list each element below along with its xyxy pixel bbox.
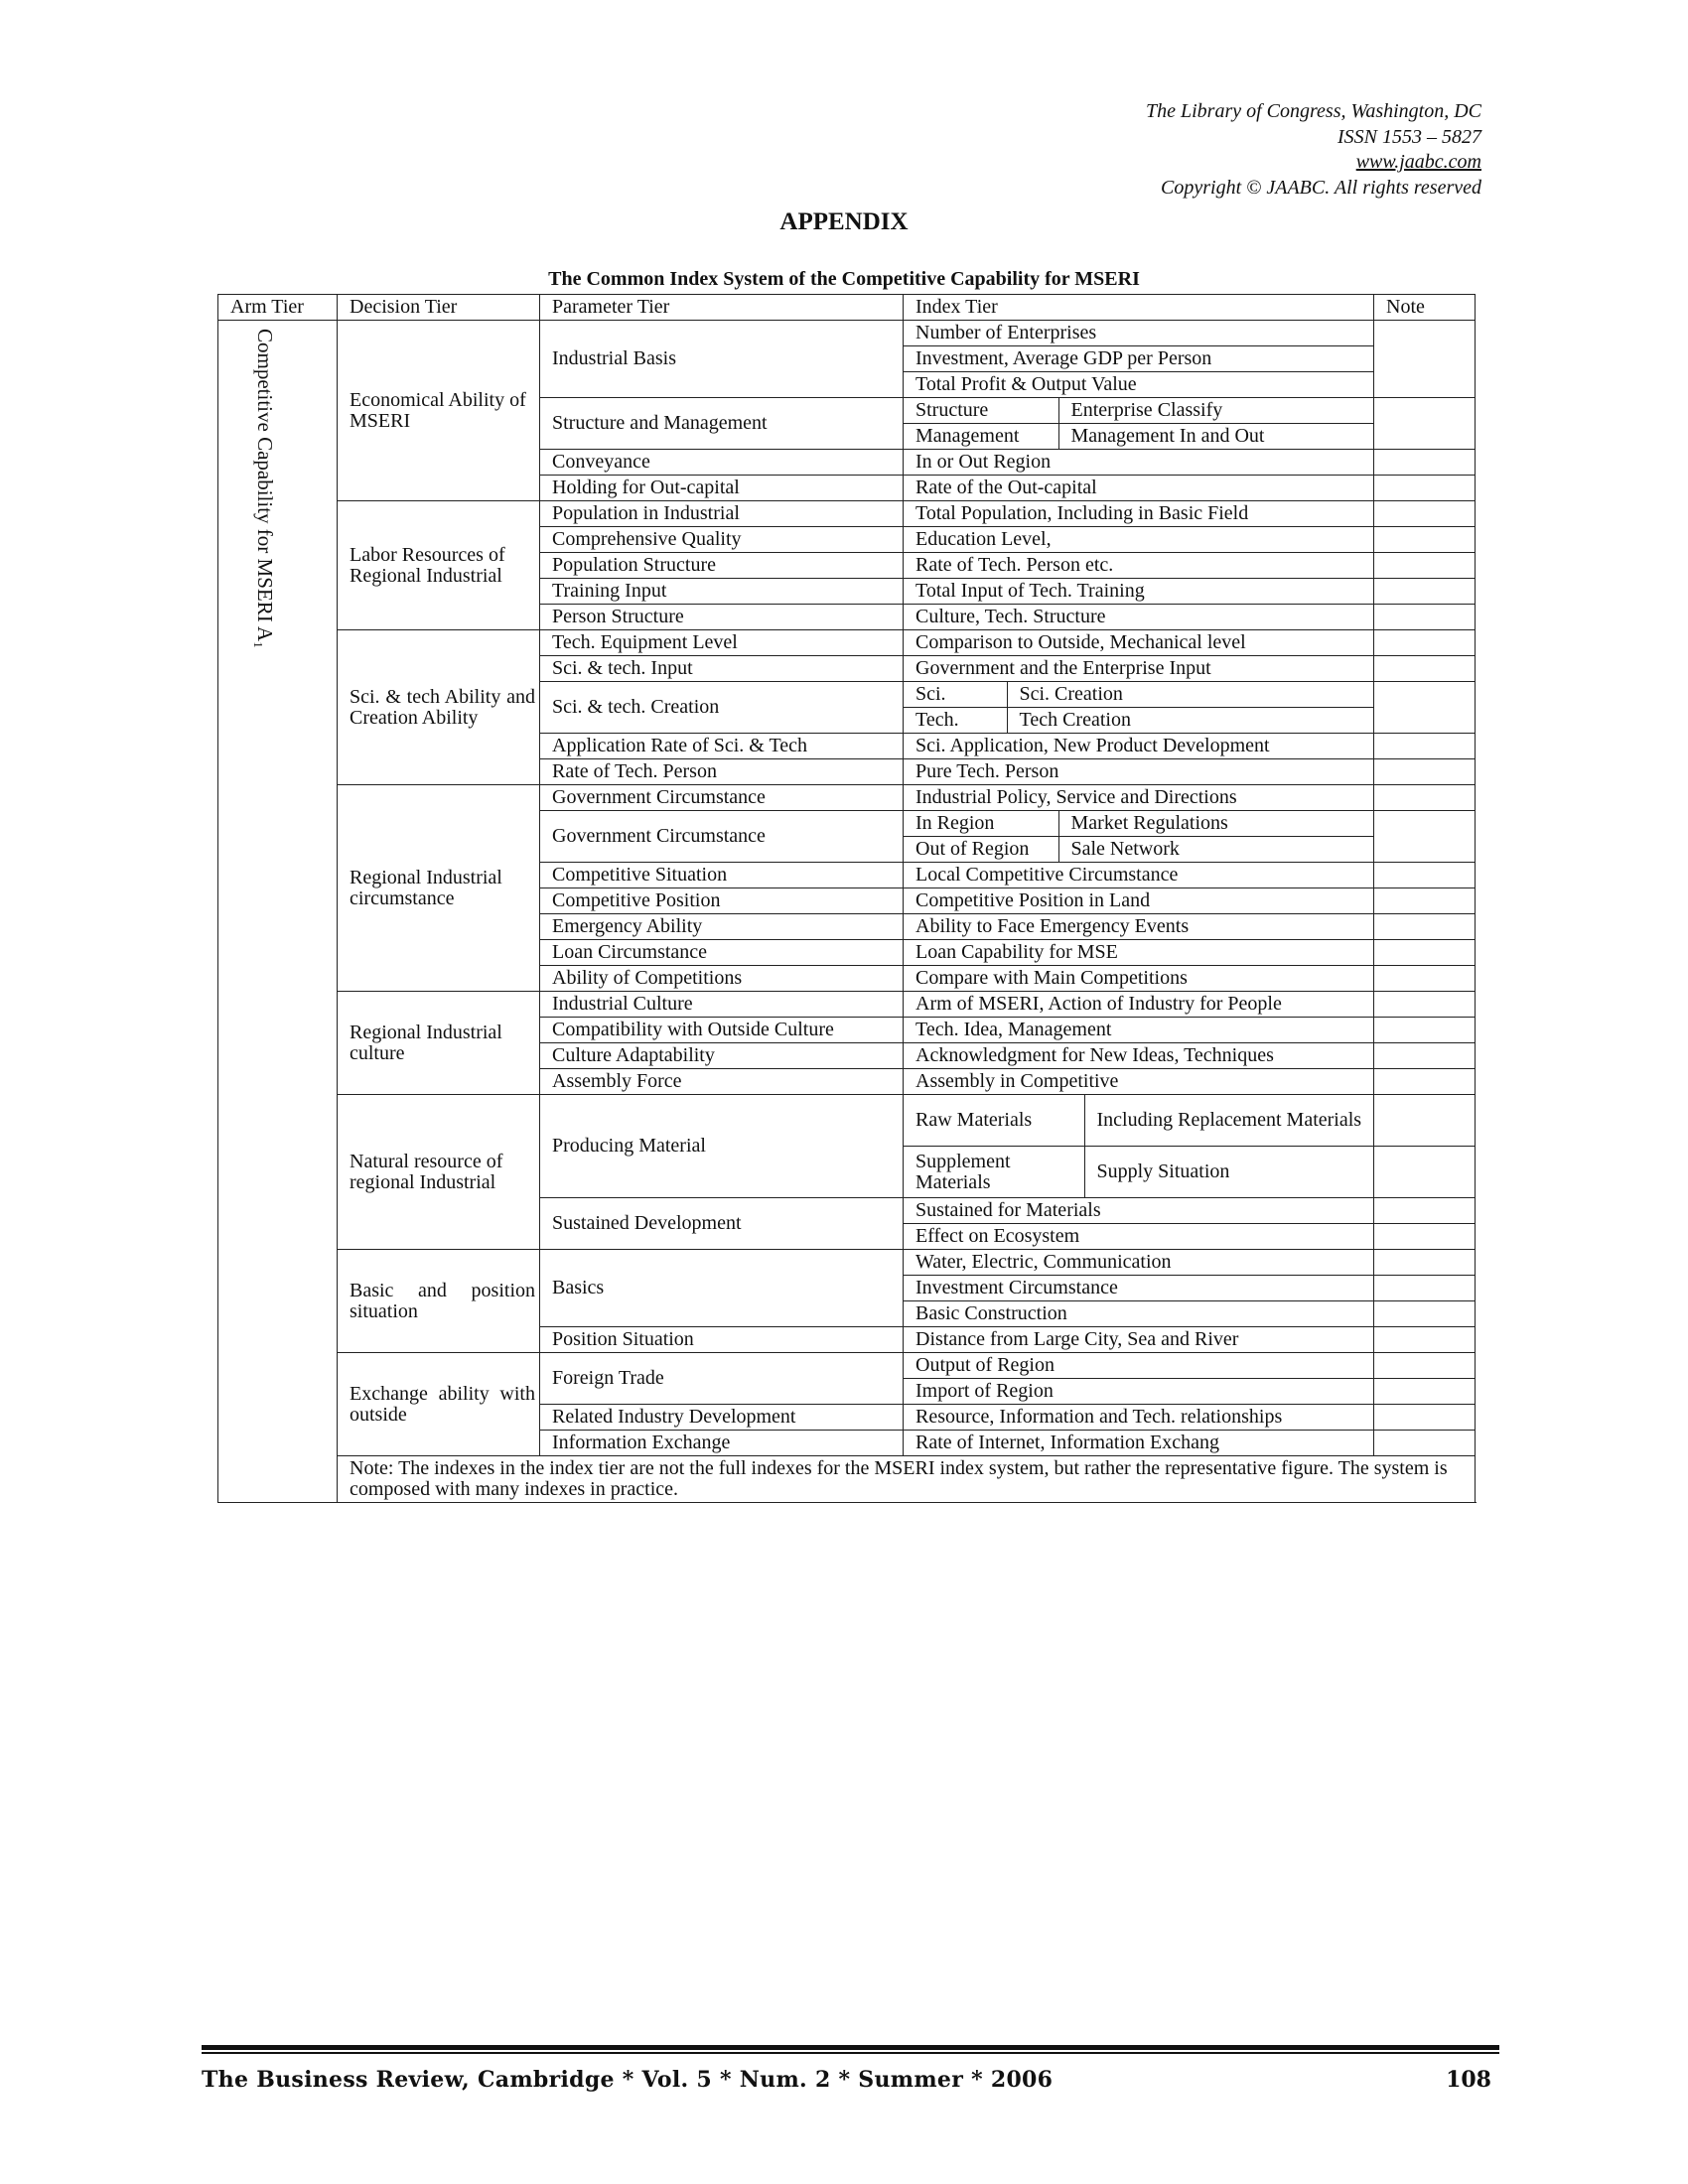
param-cell: Conveyance xyxy=(540,450,904,476)
header-block xyxy=(1146,99,1481,201)
index-cell: Total Input of Tech. Training xyxy=(904,579,1374,605)
index-cell: Tech. xyxy=(915,709,959,731)
table-caption: The Common Index System of the Competitive Capability for MSERI xyxy=(548,268,1140,290)
note-cell xyxy=(1374,579,1476,605)
index-cell: Water, Electric, Communication xyxy=(904,1250,1374,1276)
param-cell: Competitive Situation xyxy=(540,863,904,888)
param-cell: Producing Material xyxy=(540,1095,904,1198)
index-split-cell xyxy=(904,811,1374,837)
param-cell: Training Input xyxy=(540,579,904,605)
decision-cell: Sci. & tech Ability and Creation Ability xyxy=(338,630,540,785)
footer-journal: The Business Review, Cambridge * Vol. 5 * Num. 2 * Summer * 2006 xyxy=(202,2067,1054,2093)
note-cell xyxy=(1374,1018,1476,1043)
col-header-note: Note xyxy=(1374,295,1476,321)
index-cell: Culture, Tech. Structure xyxy=(904,605,1374,630)
index-cell: Rate of Tech. Person etc. xyxy=(904,553,1374,579)
note-cell xyxy=(1374,476,1476,501)
header-website-link[interactable]: www.jaabc.com xyxy=(1355,151,1481,173)
param-cell: Population Structure xyxy=(540,553,904,579)
param-cell: Sustained Development xyxy=(540,1198,904,1250)
index-cell: Rate of the Out-capital xyxy=(904,476,1374,501)
index-split-cell xyxy=(904,837,1374,863)
index-cell: Ability to Face Emergency Events xyxy=(904,914,1374,940)
note-cell xyxy=(1374,605,1476,630)
decision-cell: Regional Industrial culture xyxy=(338,992,540,1095)
param-cell: Ability of Competitions xyxy=(540,966,904,992)
index-cell: Number of Enterprises xyxy=(904,321,1374,346)
index-split-cell xyxy=(904,1095,1374,1147)
index-cell: Basic Construction xyxy=(904,1301,1374,1327)
note-cell xyxy=(1374,1405,1476,1431)
index-cell: Acknowledgment for New Ideas, Techniques xyxy=(904,1043,1374,1069)
index-cell: Government and the Enterprise Input xyxy=(904,656,1374,682)
param-cell: Government Circumstance xyxy=(540,785,904,811)
decision-cell: Regional Industrial circumstance xyxy=(338,785,540,992)
page-title: APPENDIX xyxy=(779,208,909,235)
param-cell: Rate of Tech. Person xyxy=(540,759,904,785)
param-cell: Competitive Position xyxy=(540,888,904,914)
param-cell: Related Industry Development xyxy=(540,1405,904,1431)
index-split-cell xyxy=(904,682,1374,708)
note-cell xyxy=(1374,1301,1476,1327)
index-cell: Education Level, xyxy=(904,527,1374,553)
param-cell: Loan Circumstance xyxy=(540,940,904,966)
index-split-cell xyxy=(904,708,1374,734)
footer-rule xyxy=(202,2045,1499,2050)
param-cell: Structure and Management xyxy=(540,398,904,450)
param-cell: Comprehensive Quality xyxy=(540,527,904,553)
note-cell xyxy=(1374,682,1476,734)
param-cell: Position Situation xyxy=(540,1327,904,1353)
param-cell: Sci. & tech. Creation xyxy=(540,682,904,734)
index-system-table xyxy=(217,294,1476,1503)
param-cell: Government Circumstance xyxy=(540,811,904,863)
index-cell: Sci. xyxy=(915,683,946,705)
table-note: Note: The indexes in the index tier are not the full indexes for the MSERI index system, but rather the representative figure. The system is composed with many indexes in practice. xyxy=(338,1456,1476,1503)
header-copyright: Copyright © JAABC. All rights reserved xyxy=(1161,176,1481,199)
param-cell: Basics xyxy=(540,1250,904,1327)
note-cell xyxy=(1374,888,1476,914)
index-cell: Structure xyxy=(915,399,989,421)
page-number: 108 xyxy=(1446,2067,1491,2093)
note-cell xyxy=(1374,785,1476,811)
param-cell: Tech. Equipment Level xyxy=(540,630,904,656)
col-header-decision: Decision Tier xyxy=(338,295,540,321)
note-cell xyxy=(1374,1224,1476,1250)
index-cell: Management In and Out xyxy=(1058,424,1373,449)
param-cell: Sci. & tech. Input xyxy=(540,656,904,682)
note-cell xyxy=(1374,759,1476,785)
index-cell: In Region xyxy=(915,812,995,834)
index-cell: Loan Capability for MSE xyxy=(904,940,1374,966)
note-cell xyxy=(1374,1095,1476,1147)
note-cell xyxy=(1374,966,1476,992)
note-cell xyxy=(1374,450,1476,476)
note-cell xyxy=(1374,1276,1476,1301)
table-header-row xyxy=(218,295,1476,321)
param-cell: Emergency Ability xyxy=(540,914,904,940)
index-cell: Arm of MSERI, Action of Industry for People xyxy=(904,992,1374,1018)
index-cell: Sci. Creation xyxy=(1007,682,1373,707)
index-cell: Rate of Internet, Information Exchang xyxy=(904,1431,1374,1456)
decision-cell: Natural resource of regional Industrial xyxy=(338,1095,540,1250)
header-library: The Library of Congress, Washington, DC xyxy=(1145,100,1481,122)
index-cell: Enterprise Classify xyxy=(1058,398,1373,423)
note-cell xyxy=(1374,1431,1476,1456)
index-split-cell xyxy=(904,1147,1374,1198)
index-cell: Including Replacement Materials xyxy=(1084,1095,1373,1146)
index-cell: Assembly in Competitive xyxy=(904,1069,1374,1095)
index-cell: Management xyxy=(915,425,1020,447)
note-cell xyxy=(1374,630,1476,656)
note-cell xyxy=(1374,1379,1476,1405)
note-cell xyxy=(1374,811,1476,863)
col-header-arm: Arm Tier xyxy=(218,295,338,321)
header-issn: ISSN 1553 – 5827 xyxy=(1337,125,1481,148)
note-cell xyxy=(1374,553,1476,579)
note-cell xyxy=(1374,914,1476,940)
index-cell: Competitive Position in Land xyxy=(904,888,1374,914)
index-cell: Local Competitive Circumstance xyxy=(904,863,1374,888)
index-cell: Sale Network xyxy=(1058,837,1373,862)
note-cell xyxy=(1374,734,1476,759)
col-header-parameter: Parameter Tier xyxy=(540,295,904,321)
note-cell xyxy=(1374,1198,1476,1224)
arm-tier-label: Competitive Capability for MSERI A₁ xyxy=(253,329,277,649)
index-cell: Tech. Idea, Management xyxy=(904,1018,1374,1043)
note-cell xyxy=(1374,992,1476,1018)
index-cell: Supply Situation xyxy=(1084,1147,1373,1197)
param-cell: Information Exchange xyxy=(540,1431,904,1456)
note-cell xyxy=(1374,656,1476,682)
index-cell: Comparison to Outside, Mechanical level xyxy=(904,630,1374,656)
index-cell: Industrial Policy, Service and Directions xyxy=(904,785,1374,811)
note-cell xyxy=(1374,1043,1476,1069)
note-cell xyxy=(1374,1327,1476,1353)
decision-cell: Labor Resources of Regional Industrial xyxy=(338,501,540,630)
index-split-cell xyxy=(904,424,1374,450)
index-cell: Supplement Materials xyxy=(915,1150,1011,1193)
param-cell: Industrial Culture xyxy=(540,992,904,1018)
note-cell xyxy=(1374,1147,1476,1198)
index-cell: Market Regulations xyxy=(1058,811,1373,836)
index-cell: Tech Creation xyxy=(1007,708,1373,733)
param-cell: Application Rate of Sci. & Tech xyxy=(540,734,904,759)
col-header-index: Index Tier xyxy=(904,295,1374,321)
note-cell xyxy=(1374,321,1476,398)
note-cell xyxy=(1374,527,1476,553)
decision-cell: Exchange ability with outside xyxy=(338,1353,540,1456)
footer-rule xyxy=(202,2052,1499,2054)
index-cell: Compare with Main Competitions xyxy=(904,966,1374,992)
index-cell: Total Profit & Output Value xyxy=(904,372,1374,398)
param-cell: Population in Industrial xyxy=(540,501,904,527)
param-cell: Compatibility with Outside Culture xyxy=(540,1018,904,1043)
note-cell xyxy=(1374,1250,1476,1276)
note-cell xyxy=(1374,863,1476,888)
index-cell: Investment, Average GDP per Person xyxy=(904,346,1374,372)
note-cell xyxy=(1374,398,1476,450)
note-cell xyxy=(1374,940,1476,966)
param-cell: Foreign Trade xyxy=(540,1353,904,1405)
index-cell: Raw Materials xyxy=(915,1109,1033,1131)
index-cell: Investment Circumstance xyxy=(904,1276,1374,1301)
index-cell: Effect on Ecosystem xyxy=(904,1224,1374,1250)
index-split-cell xyxy=(904,398,1374,424)
param-cell: Person Structure xyxy=(540,605,904,630)
index-cell: Pure Tech. Person xyxy=(904,759,1374,785)
index-cell: Sci. Application, New Product Development xyxy=(904,734,1374,759)
decision-cell: Basic and position situation xyxy=(338,1250,540,1353)
index-cell: Output of Region xyxy=(904,1353,1374,1379)
index-cell: Import of Region xyxy=(904,1379,1374,1405)
index-cell: In or Out Region xyxy=(904,450,1374,476)
param-cell: Holding for Out-capital xyxy=(540,476,904,501)
note-cell xyxy=(1374,1353,1476,1379)
param-cell: Assembly Force xyxy=(540,1069,904,1095)
arm-tier-cell xyxy=(218,321,338,1503)
index-cell: Total Population, Including in Basic Field xyxy=(904,501,1374,527)
index-cell: Resource, Information and Tech. relationships xyxy=(904,1405,1374,1431)
index-cell: Out of Region xyxy=(915,838,1030,860)
decision-cell: Economical Ability of MSERI xyxy=(338,321,540,501)
param-cell: Culture Adaptability xyxy=(540,1043,904,1069)
index-cell: Sustained for Materials xyxy=(904,1198,1374,1224)
note-cell xyxy=(1374,1069,1476,1095)
index-cell: Distance from Large City, Sea and River xyxy=(904,1327,1374,1353)
param-cell: Industrial Basis xyxy=(540,321,904,398)
note-cell xyxy=(1374,501,1476,527)
